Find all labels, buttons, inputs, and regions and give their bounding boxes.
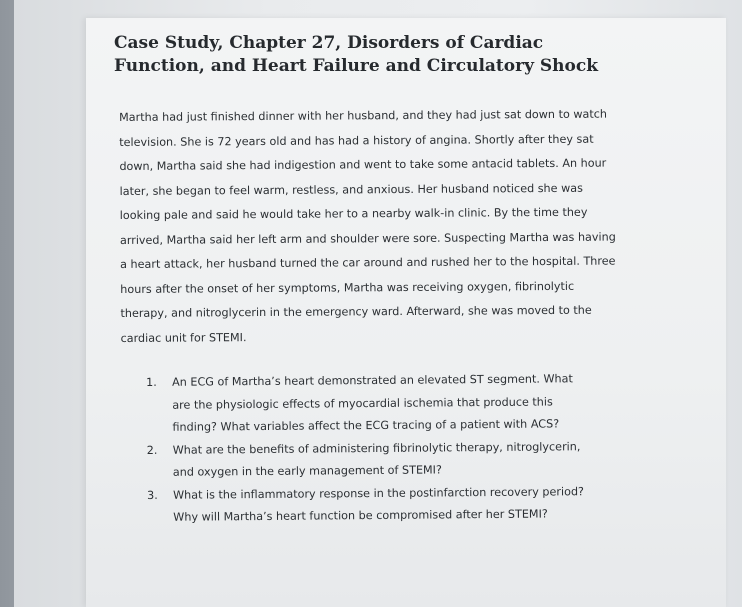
question-text: An ECG of Martha’s heart demonstrated an elevated ST segment. What are the physiologic effects of myocardial ischemia that produce this finding? What variables affect the ECG tracing of a patient with ACS? <box>172 372 573 434</box>
question-text: What is the inflammatory response in the postinfarction recovery period? Why will Martha’s heart function be compromised after her STEMI? <box>173 484 585 524</box>
question-number: 3. <box>147 488 158 502</box>
page-title: Case Study, Chapter 27, Disorders of Cardiac Function, and Heart Failure and Circulatory Shock <box>114 33 598 76</box>
question-text: What are the benefits of administering fibrinolytic therapy, nitroglycerin, and oxygen in the early management of STEMI? <box>172 439 581 479</box>
list-item <box>147 436 587 485</box>
list-item <box>147 481 587 530</box>
question-number: 1. <box>146 375 157 389</box>
question-number: 2. <box>146 443 158 457</box>
question-list <box>146 368 587 529</box>
list-item <box>146 368 587 439</box>
case-narrative: Martha had just finished dinner with her husband, and they had just sat down to watch television. She is 72 years old and has had a history of angina. Shortly after they sat down, Martha said she had indigestion and went to take some antacid tablets. An hour later, she began to feel warm, restless, and anxious. Her husband noticed she was looking pale and said he would take her to a nearby walk-in clinic. By the time they arrived, Martha said her left arm and shoulder were sore. Suspecting Martha was having a heart attack, her husband turned the car around and rushed her to the hospital. Three hours after the onset of her symptoms, Martha was receiving oxygen, fibrinolytic therapy, and nitroglycerin in the emergency ward. Afterward, she was moved to the cardiac unit for STEMI. <box>119 107 616 345</box>
document-page <box>86 18 726 607</box>
monitor-screen <box>14 0 742 607</box>
